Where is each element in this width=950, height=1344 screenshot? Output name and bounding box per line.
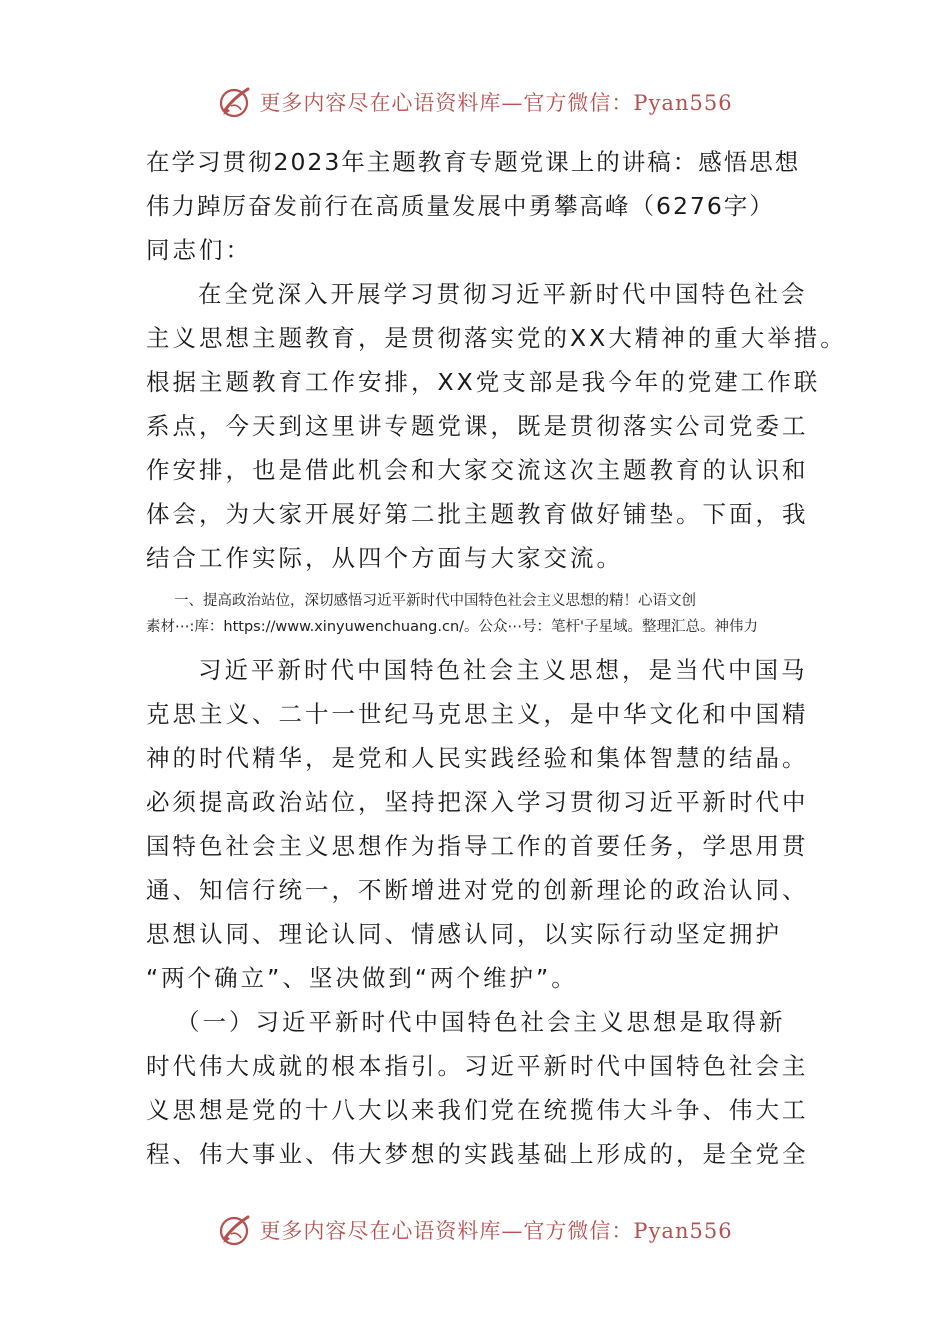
section1-line: 必须提高政治站位，坚持把深入学习贯彻习近平新时代中: [146, 788, 809, 816]
intro-line: 主义思想主题教育，是贯彻落实党的XX大精神的重大举措。: [146, 324, 847, 352]
document-body: [146, 140, 847, 1176]
section1-line: 国特色社会主义思想作为指导工作的首要任务，学思用贯: [146, 832, 809, 860]
section1-line: “两个确立”、坚决做到“两个维护”。: [146, 964, 578, 992]
intro-line: 作安排，也是借此机会和大家交流这次主题教育的认识和: [146, 456, 809, 484]
section-heading-small: 一、提高政治站位，深切感悟习近平新时代中国特色社会主义思想的精！心语文创: [174, 593, 696, 609]
subsection1-line: 义思想是党的十八大以来我们党在统揽伟大斗争、伟大工: [146, 1096, 809, 1124]
subsection1-line: 时代伟大成就的根本指引。习近平新时代中国特色社会主: [146, 1052, 809, 1080]
section1-line: 思想认同、理论认同、情感认同，以实际行动坚定拥护: [146, 920, 782, 948]
banner-text: 更多内容尽在心语资料库—官方微信：Pyan556: [259, 1219, 733, 1243]
header-banner: [0, 82, 950, 122]
title-line-1: 在学习贯彻2023年主题教育专题党课上的讲稿：感悟思想: [146, 148, 801, 176]
section1-line: 习近平新时代中国特色社会主义思想，是当代中国马: [198, 656, 808, 684]
section1-line: 神的时代精华，是党和人民实践经验和集体智慧的结晶。: [146, 744, 809, 772]
banner-text: 更多内容尽在心语资料库—官方微信：Pyan556: [259, 91, 733, 115]
title-line-2: 伟力踔厉奋发前行在高质量发展中勇攀高峰（6276字）: [146, 192, 775, 220]
intro-line: 根据主题教育工作安排，XX党支部是我今年的党建工作联: [146, 368, 821, 396]
intro-line: 系点，今天到这里讲专题党课，既是贯彻落实公司党委工: [146, 412, 809, 440]
intro-line: 结合工作实际，从四个方面与大家交流。: [146, 544, 623, 572]
intro-line: 体会，为大家开展好第二批主题教育做好铺垫。下面，我: [146, 500, 809, 528]
section1-line: 克思主义、二十一世纪马克思主义，是中华文化和中国精: [146, 700, 809, 728]
salutation: 同志们：: [146, 236, 252, 264]
pen-swirl-logo: [217, 1212, 253, 1248]
subsection1-line: 程、伟大事业、伟大梦想的实践基础上形成的，是全党全: [146, 1140, 809, 1168]
subsection1-line: （一）习近平新时代中国特色社会主义思想是取得新: [176, 1008, 786, 1036]
intro-line: 在全党深入开展学习贯彻习近平新时代中国特色社会: [198, 280, 808, 308]
footer-banner: [0, 1210, 950, 1250]
section1-line: 通、知信行统一，不断增进对党的创新理论的政治认同、: [146, 876, 809, 904]
pen-swirl-logo: [217, 84, 253, 120]
section-heading-small: 素材⋯:库：https://www.xinyuwenchuang.cn/。公众⋯号：笔杆'子星域。整理汇总。神伟力: [146, 619, 759, 635]
